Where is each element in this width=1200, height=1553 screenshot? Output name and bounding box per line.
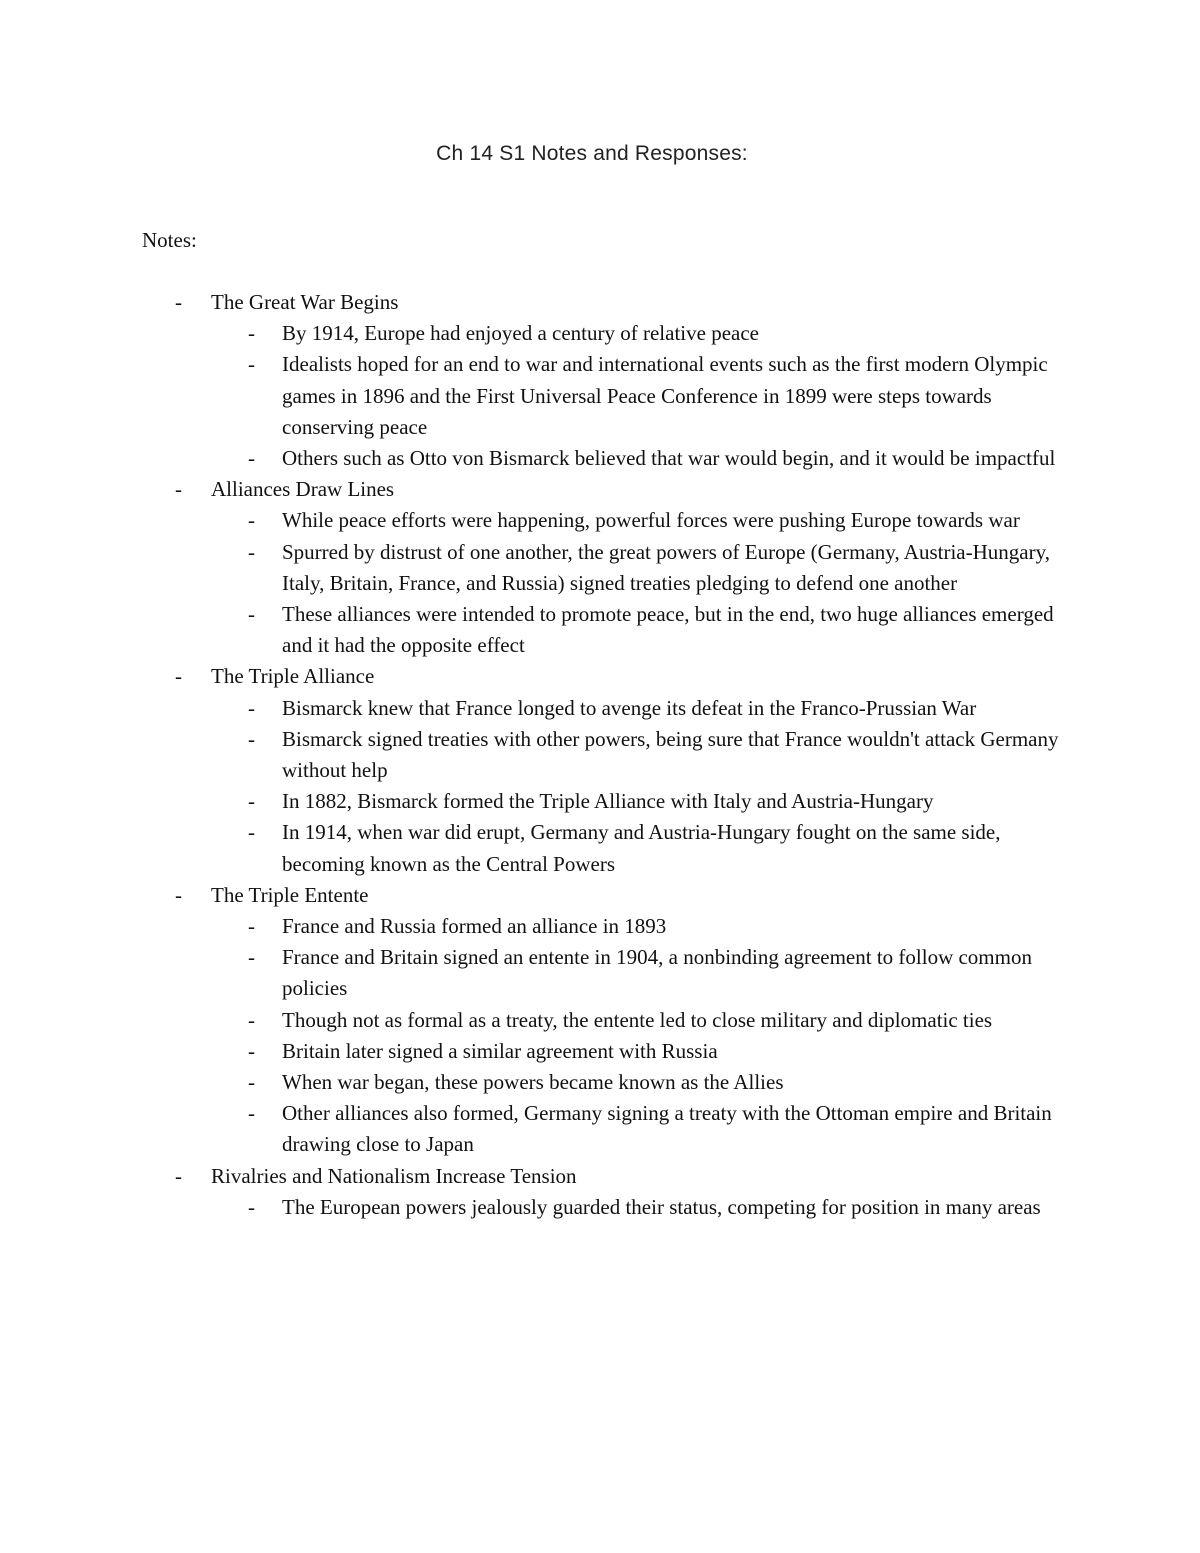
notes-list [0, 287, 1200, 1223]
bullet-dash: - [248, 945, 255, 970]
sub-point-text: When war began, these powers became known as the Allies [282, 1070, 784, 1095]
bullet-dash: - [248, 539, 255, 564]
sub-point [0, 911, 1200, 942]
topic-heading-text: The Triple Entente [211, 882, 369, 907]
sub-point-text: Britain later signed a similar agreement with Russia [282, 1038, 718, 1063]
bullet-dash: - [248, 446, 255, 471]
sub-point-text: The European powers jealously guarded their status, competing for position in many areas [282, 1194, 1041, 1219]
sub-point [0, 349, 1200, 443]
sub-point-text: Bismarck signed treaties with other powers, being sure that France wouldn't attack Germany without help [282, 726, 1059, 783]
bullet-dash: - [248, 508, 255, 533]
bullet-dash: - [175, 664, 182, 689]
sub-point-text: Others such as Otto von Bismarck believed that war would begin, and it would be impactful [282, 446, 1056, 471]
sub-point [0, 942, 1200, 1004]
bullet-dash: - [248, 726, 255, 751]
bullet-dash: - [175, 1163, 182, 1188]
bullet-dash: - [248, 352, 255, 377]
bullet-dash: - [248, 1101, 255, 1126]
bullet-dash: - [248, 1007, 255, 1032]
sub-point-text: By 1914, Europe had enjoyed a century of relative peace [282, 321, 759, 346]
sub-point-text: Though not as formal as a treaty, the entente led to close military and diplomatic ties [282, 1007, 993, 1032]
bullet-dash: - [248, 321, 255, 346]
bullet-dash: - [175, 477, 182, 502]
bullet-dash: - [175, 290, 182, 314]
notes-section-label: Notes: [142, 228, 197, 252]
sub-point [0, 817, 1200, 879]
bullet-dash: - [248, 1070, 255, 1095]
bullet-dash: - [248, 602, 255, 627]
sub-point [0, 318, 1200, 349]
sub-point-text: In 1882, Bismarck formed the Triple Alliance with Italy and Austria-Hungary [282, 789, 934, 814]
sub-point-text: France and Russia formed an alliance in 1893 [282, 914, 667, 939]
sub-point [0, 724, 1200, 786]
sub-point-text: Idealists hoped for an end to war and international events such as the first modern Olympic games in 1896 and the First Universal Peace Conference in 1899 were steps towards conserving peace [282, 352, 1048, 439]
sub-point [0, 1098, 1200, 1160]
sub-point-text: France and Britain signed an entente in 1904, a nonbinding agreement to follow common policies [282, 945, 1032, 1001]
sub-point [0, 693, 1200, 724]
sub-point-text: These alliances were intended to promote peace, but in the end, two huge alliances emerged and it had the opposite effect [282, 602, 1054, 658]
sub-point-text: Spurred by distrust of one another, the great powers of Europe (Germany, Austria-Hungary, Italy, Britain, France, and Russia) signed treaties pledging to defend one another [282, 539, 1050, 595]
topic-heading-text: The Triple Alliance [211, 664, 375, 689]
sub-point [0, 1036, 1200, 1067]
document-title: Ch 14 S1 Notes and Responses: [436, 142, 748, 165]
topic-heading-text: Alliances Draw Lines [211, 477, 395, 502]
sub-point [0, 443, 1200, 474]
sub-point [0, 1005, 1200, 1036]
sub-point [0, 1067, 1200, 1098]
sub-point-text: Other alliances also formed, Germany signing a treaty with the Ottoman empire and Britain drawing close to Japan [282, 1101, 1052, 1157]
sub-point [0, 1192, 1200, 1223]
sub-point-text: While peace efforts were happening, powerful forces were pushing Europe towards war [282, 508, 1020, 533]
topic-heading [0, 1161, 1200, 1192]
sub-point [0, 537, 1200, 599]
sub-point-text: Bismarck knew that France longed to avenge its defeat in the Franco-Prussian War [282, 695, 977, 720]
sub-point-text: In 1914, when war did erupt, Germany and Austria-Hungary fought on the same side, becoming known as the Central Powers [282, 820, 1001, 876]
sub-point [0, 599, 1200, 661]
sub-point [0, 786, 1200, 817]
sub-point [0, 505, 1200, 536]
bullet-dash: - [248, 820, 255, 845]
bullet-dash: - [248, 695, 255, 720]
bullet-dash: - [175, 882, 182, 907]
topic-heading [0, 661, 1200, 692]
bullet-dash: - [248, 914, 255, 939]
bullet-dash: - [248, 789, 255, 814]
topic-heading [0, 880, 1200, 911]
bullet-dash: - [248, 1194, 255, 1219]
topic-heading-text: Rivalries and Nationalism Increase Tension [211, 1163, 577, 1188]
bullet-dash: - [248, 1038, 255, 1063]
topic-heading [0, 474, 1200, 505]
topic-heading-text: The Great War Begins [211, 290, 399, 314]
topic-heading [0, 287, 1200, 318]
